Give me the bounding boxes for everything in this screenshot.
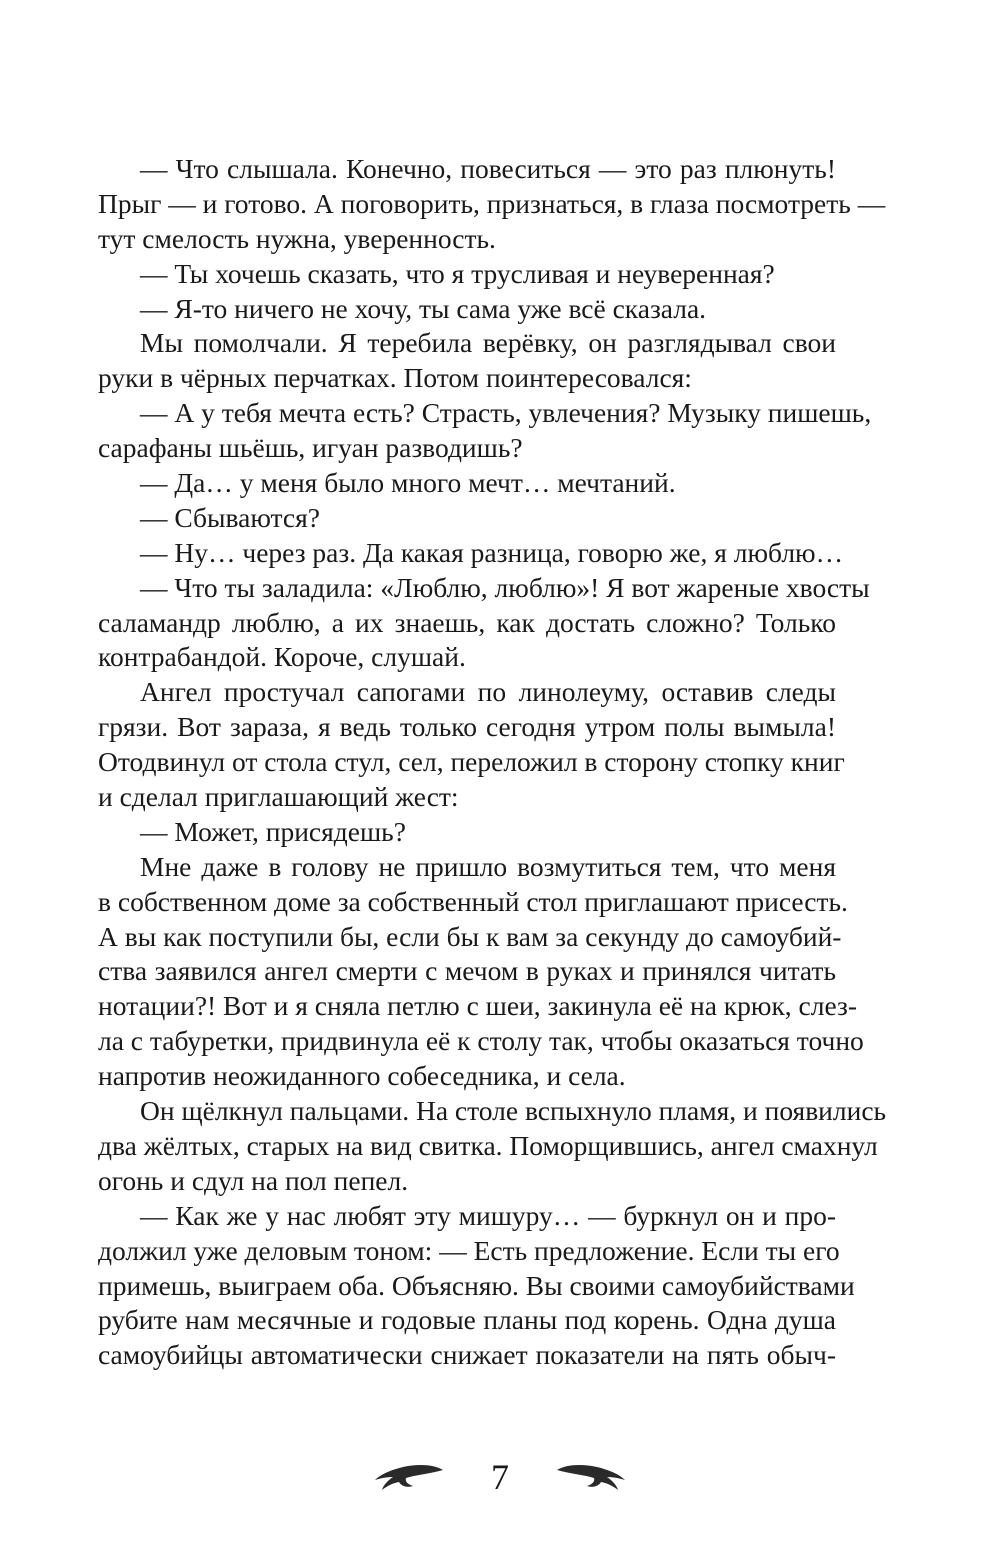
text-line: — Что слышала. Конечно, повеситься — это раз плюнуть! [140,153,836,184]
paragraph [98,501,836,536]
text-line: — Я-то ничего не хочу, ты сама уже всё сказала. [140,292,707,324]
text-line: — Да… у меня было много мечт… мечтаний. [140,467,676,499]
text-line: — Ну… через раз. Да какая разница, говорю же, я люблю… [140,536,844,568]
text-line: Он щёлкнул пальцами. На столе вспыхнуло пламя, и появились [140,1095,887,1127]
paragraph [98,292,836,327]
text-line: руки в чёрных перчатках. Потом поинтересовался: [98,362,692,394]
text-line: тут смелость нужна, уверенность. [98,222,496,254]
text-line: Мы помолчали. Я теребила верёвку, он разглядывал свои [140,327,836,359]
text-line: — Что ты заладила: «Люблю, люблю»! Я вот жареные хвосты [140,571,870,603]
text-line: — Как же у нас любят эту мишуру… — буркнул он и про- [140,1199,836,1231]
paragraph [98,536,844,571]
text-line: примешь, выиграем оба. Объясняю. Вы своими самоубийствами [98,1269,855,1301]
text-line: рубите нам месячные и годовые планы под корень. Одна душа [98,1304,836,1336]
text-line: должил уже деловым тоном: — Есть предложение. Если ты его [98,1234,840,1266]
text-line: — Ты хочешь сказать, что я трусливая и неуверенная? [140,257,775,289]
paragraph [98,850,864,1094]
page-number: 7 [491,1457,509,1497]
paragraph [98,326,836,396]
page-body [98,152,887,1373]
text-line: — А у тебя мечта есть? Страсть, увлечения? Музыку пишешь, [140,397,872,429]
text-line: Ангел простучал сапогами по линолеуму, оставив следы [140,676,836,708]
text-line: два жёлтых, старых на вид свитка. Поморщившись, ангел смахнул [98,1129,878,1161]
text-line: — Сбываются? [140,501,320,533]
paragraph [98,396,872,466]
ornament-swash-right-icon [555,1462,627,1492]
text-line: в собственном доме за собственный стол приглашают присесть. [98,885,848,917]
paragraph [98,1199,855,1373]
text-line: А вы как поступили бы, если бы к вам за секунду до самоубий- [98,920,842,952]
text-line: контрабандой. Короче, слушай. [98,641,466,673]
text-line: нотации?! Вот и я сняла петлю с шеи, закинула её на крюк, слез- [98,990,858,1022]
text-line: саламандр люблю, а их знаешь, как достать сложно? Только [98,606,836,638]
text-line: ства заявился ангел смерти с мечом в руках и принялся читать [98,955,836,987]
text-line: напротив неожиданного собеседника, и села. [98,1060,626,1092]
ornament-swash-left-icon [373,1462,445,1492]
paragraph [98,815,836,850]
text-line: Отодвинул от стола стул, сел, переложил в сторону стопку книг [98,746,845,778]
text-line: сарафаны шьёшь, игуан разводишь? [98,432,523,464]
paragraph [98,571,870,676]
text-line: ла с табуретки, придвинула её к столу так, чтобы оказаться точно [98,1025,864,1057]
text-line: Мне даже в голову не пришло возмутиться тем, что меня [140,850,836,882]
text-line: грязи. Вот зараза, я ведь только сегодня утром полы вымыла! [98,711,836,743]
paragraph [98,152,886,257]
paragraph [98,1094,887,1199]
paragraph [98,466,836,501]
text-line: Прыг — и готово. А поговорить, признаться, в глаза посмотреть — [98,187,886,219]
text-line: самоубийцы автоматически снижает показатели на пять обыч- [98,1339,836,1371]
text-line: — Может, присядешь? [140,815,406,847]
text-line: и сделал приглашающий жест: [98,781,459,813]
text-line: огонь и сдул на пол пепел. [98,1164,409,1196]
paragraph [98,675,845,815]
paragraph [98,257,836,292]
page-footer [0,1452,1000,1502]
